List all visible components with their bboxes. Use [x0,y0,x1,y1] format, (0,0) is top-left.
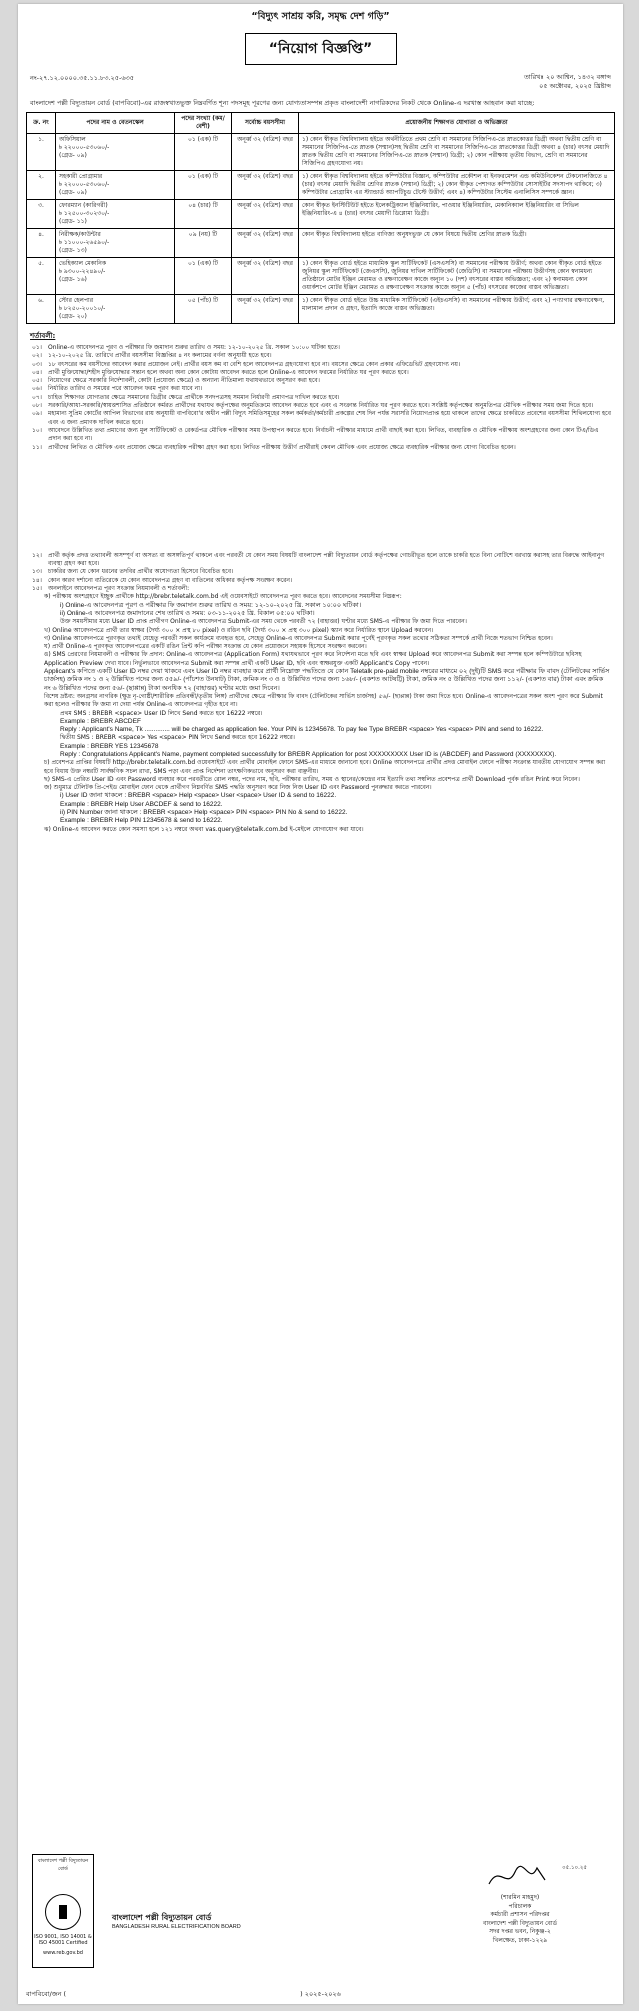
reb-logo-icon [45,1894,81,1930]
term-text: অনলাইনে আবেদনপত্র পূরণ সংক্রান্ত নিয়মাবলী ও শর্তাবলী: [48,585,190,593]
age-limit-cell: অনূর্ধ্ব ৩২ (বত্রিশ) বছর [232,229,299,258]
pay-scale: ৳ ১১০০০-২৬৫৯০/- [59,239,110,246]
logo-caption: বাংলাদেশ পল্লী বিদ্যুতায়ন বোর্ড [37,1858,89,1872]
term-item [32,385,611,393]
term-number: ০২। [32,352,42,360]
term-text: Online-এ আবেদনপত্র পূরণ ও পরীক্ষার ফি জমাদান শুরুর তারিখ ও সময়: ১২-১০-২০২৫ খ্রি. সকাল ১০:০০ ঘটিকা হতে। [48,344,340,351]
grade: (গ্রেড- ০৯) [59,152,87,159]
post-name-cell [56,134,175,171]
term-item [32,360,611,369]
application-rule-line: ii) Online-এ আবেদনপত্র জমাদানের শেষ তারিখ ও সময়: ০৩-১১-২০২৫ খ্রি. বিকাল ০৫:০০ ঘটিকা। [60,609,315,617]
post-name-cell [56,171,175,200]
term-text: মহামান্য সুপ্রিম কোর্টের আপিল বিভাগের রায় অনুযায়ী বাপবিবো'র অধীন পল্লী বিদ্যুৎ সমিতিসমূহের সকল কর্মকর্তা/কর্মচারী প্রকল্পের শেষ দিন পর্যন্ত সরাসরি নিয়োগপ্রাপ্ত হয়ে থাকলে তাদের ক্ষেত্রে চাকরিতে প্রবেশের বয়সসীমা শিথিলযোগ্য হবে এবং এ জন্য প্রমাণক দাখিল করতে হবে। [48,410,611,426]
requirements-cell: ১) কোন স্বীকৃত বিশ্ববিদ্যালয় হইতে অর্থনীতিতে প্রথম শ্রেণি বা সমমানের সিজিপিএ-তে স্নাতকোত্তর ডিগ্রী অথবা দ্বিতীয় শ্রেণি বা সমমানের সিজিপিএ-তে স্নাতক (সম্মান)সহ দ্বিতীয় শ্রেণি বা সমমানের সিজিপিএ-তে স্নাতকোত্তর ডিগ্রী অথবা ৪ (চার) বৎসর মেয়াদি স্নাতক দ্বিতীয় শ্রেণি বা সমমানের সিজিপিএ-তে স্নাতক (সম্মান) ডিগ্রী; ২) কোন পরীক্ষায় তৃতীয় বিভাগ, শ্রেণি বা সমমানের সিজিপিএ গ্রহণযোগ্য নয়। [299,134,615,171]
grade: (গ্রেড- ১৩) [59,247,87,254]
term-number: ১২। [32,551,42,559]
website: www.reb.gov.bd [43,1950,83,1956]
table-header-row [27,113,615,134]
table-row [27,295,615,324]
term-text: প্রার্থী মুক্তিযোদ্ধা/শহীদ মুক্তিযোদ্ধার সন্তান হলে অথবা অন্য কোন কোটায় আবেদন করতে হলে Online-এ আবেদন ফরমের নির্ধারিত ঘর পূরণ করতে হবে। [48,368,409,376]
notice-page [18,4,623,2004]
term-number: ০৩। [32,360,42,368]
application-rule-line: দ্বিতীয় SMS : BREBR <space> Yes <space> PIN লিখে Send করতে হবে 16222 নম্বরে। [60,734,295,742]
serial-cell: ১. [27,134,56,171]
signer-department: কর্মচারী প্রশাসন পরিদপ্তর [490,1911,550,1918]
term-text: নিয়োগের ক্ষেত্রে সরকারি নির্দেশাবলী, কোটা (প্রযোজ্য ক্ষেত্রে) ও অন্যান্য নীতিমালা যথাযথভাবে অনুসরণ করা হবে। [48,377,320,385]
notice-title: “নিয়োগ বিজ্ঞপ্তি” [245,33,397,65]
post-name-cell [56,258,175,295]
term-number: ১০। [32,426,42,434]
grade: (গ্রেড- ১১) [59,218,87,225]
term-item [32,410,611,427]
date-bangla: ২০ আশ্বিন, ১৪৩২ বঙ্গাব্দ [545,73,611,81]
term-number: ১৪। [32,576,42,584]
post-name: সহকারী প্রোগ্রামার [59,173,103,180]
table-row [27,171,615,200]
age-limit-cell: অনূর্ধ্ব ৩২ (বত্রিশ) বছর [232,134,299,171]
application-rule-line: জ) শুধুমাত্র টেলিটক প্রি-পেইড মোবাইল ফোন থেকে প্রার্থীগণ নিম্নবর্ণিত SMS পদ্ধতি অনুসরণ করে নিজ নিজ User ID এবং Password পুনরুদ্ধার করতে পারবেন। [44,784,432,792]
application-rule-line: i) Online-এ আবেদনপত্র পূরণ ও পরীক্ষার ফি জমাদান শুরুর তারিখ ও সময়: ১২-১০-২০২৫ খ্রি. সকাল ১০:০০ ঘটিকা। [60,601,362,609]
post-name: অফিসিয়াল [59,136,86,143]
intro-paragraph: বাংলাদেশ পল্লী বিদ্যুতায়ন বোর্ড (বাপবিবো)-এর রাজস্বখাতভুক্ত নিম্নবর্ণিত শূন্য পদসমূহ পূরণের জন্য যোগ্যতাসম্পন্ন প্রকৃত বাংলাদেশী নাগরিকদের নিকট থেকে Online-এ দরখাস্ত আহবান করা যাচ্ছে: [30,99,535,107]
application-rule-line: খ) Online আবেদনপত্রে প্রার্থী তার স্বাক্ষর (দৈর্ঘ্য ৩০০ × প্রস্থ ৮০ pixel) ও রঙিন ছবি (দৈর্ঘ্য ৩০০ × প্রস্থ ৩০০ pixel) স্ক্যান করে নির্ধারিত স্থানে Upload করবেন। [44,626,434,634]
signature-icon [445,1860,595,1894]
term-item [32,551,611,569]
post-name: ভেহিক্যাল মেকানিক [59,260,107,267]
requirements-cell: ১) কোন স্বীকৃত বোর্ড হইতে উচ্চ মাধ্যমিক সার্টিফিকেট (এইচএসসি) বা সমমানের পরীক্ষায় উত্তীর্ণ; এবং ২) পণ্যাগার রক্ষণাবেক্ষণ, মালামাল প্রদান ও গ্রহণ, ইত্যাদি কাজে বাস্তব অভিজ্ঞতা। [299,295,615,324]
application-rule-line: ii) PIN Number জানা থাকলে : BREBR <space> Help <space> PIN <space> PIN No & send to 16222. [60,809,348,817]
table-header-cell: পদের নাম ও বেতনস্কেল [56,113,175,134]
pay-scale: ৳ ৯৩০০-২২৪৯০/- [59,268,106,275]
post-name-cell [56,200,175,229]
age-limit-cell: অনূর্ধ্ব ৩২ (বত্রিশ) বছর [232,171,299,200]
term-number: ০৯। [32,410,42,418]
application-rule-line: উক্ত সময়সীমার মধ্যে User ID প্রাপ্ত প্রার্থীগণ Online-এ আবেদনপত্র Submit-এর সময় থেকে পরবর্তী ৭২ (বাহাত্তর) ঘণ্টার মধ্যে SMS-এ পরীক্ষার ফি জমা দিতে পারবেন। [60,618,467,626]
term-text: নির্ধারিত তারিখ ও সময়ের পরে আবেদন ফরম পূরণ করা যাবে না। [48,385,203,393]
signer-organization: বাংলাদেশ পল্লী বিদ্যুতায়ন বোর্ড [483,1919,557,1927]
pay-scale: ৳ ২২০০০-৫৩০৬০/- [59,144,110,151]
table-header-cell: সর্বোচ্চ বয়সসীমা [232,113,299,134]
term-text: ১২-১০-২০২৫ খ্রি. তারিখে প্রার্থীর বয়সসীমা বিজ্ঞপ্তির ৪ নং কলামের বর্ণনা অনুযায়ী হতে হবে। [48,352,272,360]
signer-address-2: খিলক্ষেত, ঢাকা-১২২৯ [492,1936,548,1944]
application-rule-line: ক) পরীক্ষায় অংশগ্রহণে ইচ্ছুক প্রার্থীকে http://brebr.teletalk.com.bd এই ওয়েবসাইটে আবেদনপত্র পূরণ করতে হবে। আবেদনের সময়সীমা নিম্নরূপ: [44,593,402,601]
post-name: নিরীক্ষক/কাউন্টার [59,231,101,238]
reb-logo-box [32,1854,94,1968]
post-name: স্টোর হেলপার [59,297,93,304]
reference-code: বাপবিবো/জন ( [26,1990,66,1998]
application-rule-line: বিশেষ দ্রষ্টব্য: অনগ্রসর নাগরিক (ক্ষুদ্র নৃ-গোষ্ঠী/শারীরিক প্রতিবন্ধী/তৃতীয় লিঙ্গ) প্রার্থীদের ক্ষেত্রে পরীক্ষার ফি বাবদ (টেলিটকের সার্ভিস চার্জসহ) ৫৬/- (ছাপ্পান্ন) টাকা জমা দিতে হবে। Online-এ আবেদনপত্রের সকল অংশ পূরণ করে Submit করা হলেও পরীক্ষার ফি জমা না দেয়া পর্যন্ত Online-এ আবেদনপত্র গৃহীত হবে না। [44,692,603,709]
signature-date: ০৫.১০.২৫ [562,1865,587,1871]
post-name-cell [56,229,175,258]
table-header-cell: পদের সংখ্যা (কম/ বেশী) [175,113,232,134]
post-quantity-cell: ০৪ (চার) টি [175,200,232,229]
age-limit-cell: অনূর্ধ্ব ৩২ (বত্রিশ) বছর [232,258,299,295]
iso-certification: ISO 9001, ISO 14001 & ISO 45001 Certified [34,1934,92,1946]
serial-cell: ৫. [27,258,56,295]
grade: (গ্রেড- ১৬) [59,276,87,283]
application-rule-line: Example : BREBR YES 12345678 [60,742,159,750]
term-number: ১৫। [32,585,42,593]
term-item [32,377,611,385]
organization-name-en: BANGLADESH RURAL ELECTRIFICATION BOARD [112,1924,241,1930]
fiscal-year: ) ২০২৫-২০২৬ [300,1990,341,1998]
grade: (গ্রেড- ২০) [59,313,87,320]
table-row [27,134,615,171]
bottom-line [26,1989,615,2000]
term-text: সরকারি/আধা-সরকারি/স্বায়ত্তশাসিত প্রতিষ্ঠানে কর্মরত প্রার্থীদের যথাযথ কর্তৃপক্ষের অনুমতিক্রমে আবেদন করতে হবে এবং এ সংক্রান্ত নির্ধারিত ঘর পূরণ করতে হবে। সংশ্লিষ্ট কর্তৃপক্ষের অনুমতিপত্র মৌখিক পরীক্ষার সময় জমা দিতে হবে। [48,402,594,410]
term-number: ১১। [32,443,42,451]
application-rule-line: প্রথম SMS : BREBR <space> User ID লিখে Send করতে হবে 16222 নম্বরে। [60,709,263,717]
post-name-cell [56,295,175,324]
serial-cell: ৪. [27,229,56,258]
term-number: ০৫। [32,377,42,385]
date-label: তারিখঃ [523,73,544,81]
term-item [32,576,611,585]
requirements-cell: কোন স্বীকৃত বিশ্ববিদ্যালয় হইতে বাণিজ্য অনুষদভুক্ত যে কোন বিষয়ে দ্বিতীয় শ্রেণির স্নাতক ডিগ্রী। [299,229,615,258]
age-limit-cell: অনূর্ধ্ব ৩২ (বত্রিশ) বছর [232,295,299,324]
motto: “বিদ্যুৎ সাশ্রয় করি, সমৃদ্ধ দেশ গড়ি” [251,11,390,22]
application-rule-line: Reply : Congratulations Applicant's Name, payment completed successfully for BREBR Application for post XXXXXXXXX User ID is (ABCDEF) and Password (XXXXXXXX). [60,750,557,758]
application-rule-line: Example : BREBR Help User ABCDEF & send to 16222. [60,800,223,808]
signer-address-1: সদর দপ্তর ভবন, নিকুঞ্জ-২ [489,1928,551,1935]
signature-block [445,1860,595,1945]
online-application-rules [30,593,611,834]
term-text: চাহিত শিক্ষাগত যোগ্যতার ক্ষেত্রে সমমানের ডিগ্রীর ক্ষেত্রে প্রার্থীকে সনদপত্রসহ সমমান নির্ধারণী প্রমাণপত্র দাখিল করতে হবে। [48,393,340,401]
signer-name: (শারমিন মাহমুদ) [500,1894,540,1901]
application-rule-line: ঘ) প্রার্থী Online-এ পূরণকৃত আবেদনপত্রের একটি রঙিন প্রিন্ট কপি পরীক্ষা সংক্রান্ত যে কোন প্রয়োজনে সহায়ক হিসেবে সংরক্ষণ করবেন। [44,643,367,651]
requirements-cell: ১) কোন স্বীকৃত বিশ্ববিদ্যালয় হইতে কম্পিউটার বিজ্ঞান, কম্পিউটার প্রকৌশল বা ইনফরমেশন এন্ড কমিউনিকেশন টেকনোলজিতে ৪ (চার) বৎসর মেয়াদি দ্বিতীয় শ্রেণির স্নাতক (সম্মান) ডিগ্রী; ২) কোন স্বীকৃত পেশাগত কম্পিউটার সোসাইটির সদস্যপদ থাকিবে; ৩) কম্পিউটার প্রোগ্রামিং এর স্ট্যান্ডার্ড অ্যাপটিচুড টেস্টে উত্তীর্ণ; এবং ৪) কম্পিউটার সিস্টেম এনালিসিস সম্পর্কে জ্ঞান। [299,171,615,200]
requirements-cell: কোন স্বীকৃত ইনস্টিটিউট হইতে ইলেকট্রিক্যাল ইঞ্জিনিয়ারিং, পাওয়ার ইঞ্জিনিয়ারিং, মেকানিক্যাল ইঞ্জিনিয়ারিং বা সিভিল ইঞ্জিনিয়ারিং-এ ৪ (চার) বৎসর মেয়াদী ডিপ্লোমা ডিগ্রী। [299,200,615,229]
table-body [27,134,615,324]
application-rule-line: ছ) SMS-এ প্রেরিত User ID এবং Password ব্যবহার করে পরবর্তীতে রোল নম্বর, পদের নাম, ছবি, পরীক্ষার তারিখ, সময় ও স্থানের/কেন্দ্রের নাম ইত্যাদি তথ্য সম্বলিত প্রবেশপত্র প্রার্থী Download পূর্বক রঙিন Print করে নিবেন। [44,775,580,783]
term-number: ১৩। [32,568,42,576]
term-number: ০১। [32,344,42,351]
post-quantity-cell: ০১ (এক) টি [175,258,232,295]
term-number: ০৭। [32,393,42,401]
terms-list-2 [18,552,623,593]
table-row [27,258,615,295]
posts-table [26,112,615,324]
pay-scale: ৳ ২২০০০-৫৩০৬০/- [59,181,110,188]
serial-cell: ৩. [27,200,56,229]
table-header-cell: প্রয়োজনীয় শিক্ষাগত যোগ্যতা ও অভিজ্ঞতা [299,113,615,134]
application-rule-line: Applicant's কপিতে একটি User ID নম্বর দেয়া থাকবে এবং User ID নম্বর ব্যবহার করে প্রার্থী নিম্নোক্ত পদ্ধতিতে যে কোন Teletalk pre-paid mobile নম্বরের মাধ্যমে ০২ (দুই)টি SMS করে পরীক্ষার ফি বাবদ (টেলিটকের সার্ভিস চার্জসহ) ক্রমিক নং ১ ও ২ উল্লিখিত পদের জন্য ৫৫৯/- (পাঁচশত উনষাট) টাকা, ক্রমিক নং ৩ ও ৪ উল্লিখিত পদের জন্য ১৬৮/- (একশত আটষট্টি) টাকা, ক্রমিক নং ৫ উল্লিখিত পদের জন্য ১১২/- (একশত বার) টাকা এবং ক্রমিক নং ৬ উল্লিখিত পদের জন্য ৫৬/- (ছাপ্পান্ন) টাকা অনধিক ৭২ (বাহাত্তর) ঘণ্টার মধ্যে জমা দিবেন। [44,668,610,692]
table-header-cell: ক্র. নং [27,113,56,134]
term-item [32,352,611,360]
application-rule-line: i) User ID জানা থাকলে : BREBR <space> Help <space> User <space> User ID & send to 16222. [60,792,337,800]
table-row [27,200,615,229]
application-rule-line: চ) প্রবেশপত্র প্রাপ্তির বিষয়টি http://brebr.teletalk.com.bd ওয়েবসাইটে এবং প্রার্থীর মোবাইল ফোনে SMS-এর মাধ্যমে জানানো হবে। Online আবেদনপত্রে প্রার্থীর প্রদত্ত মোবাইল ফোনে পরীক্ষা সংক্রান্ত যাবতীয় যোগাযোগ সম্পন্ন করা হবে বিধায় উক্ত নম্বরটি সার্বক্ষণিক সচল রাখা, SMS পড়া এবং প্রাপ্ত নির্দেশনা তাৎক্ষণিকভাবে অনুসরণ করা বাঞ্ছনীয়। [44,759,606,775]
requirements-cell: ১) কোন স্বীকৃত বোর্ড হইতে মাধ্যমিক স্কুল সার্টিফিকেট (এসএসসি) বা সমমানের পরীক্ষায় উত্তীর্ণ; অথবা কোন স্বীকৃত বোর্ড হইতে জুনিয়র স্কুল সার্টিফিকেট (জেএসসি), জুনিয়র দাখিল সার্টিফিকেট (জেডিসি) বা সমমানের পরীক্ষায় উত্তীর্ণসহ কোন স্বনামধন্য প্রতিষ্ঠানে মোটর ইঞ্জিন মেরামত ও রক্ষণাবেক্ষণ কাজে অন্যূন ১০ (দশ) বৎসরের বাস্তব অভিজ্ঞতা; এবং ২) স্বনামধন্য কোন ওয়ার্কশপে মোটর ইঞ্জিন মেরামত ও রক্ষণাবেক্ষণ সংক্রান্ত কাজে অন্যূন ৫ (পাঁচ) বৎসরের কাজের বাস্তব অভিজ্ঞতা। [299,258,615,295]
term-text: কোন কারণ দর্শানো ব্যতিরেকে যে কোন আবেদনপত্র গ্রহণ বা বাতিলের অধিকার কর্তৃপক্ষ সংরক্ষণ করেন। [48,576,293,584]
reference-number: নং-২৭.১২.০০০০.৩৫.১১.৮৩.২৫-৬৩৫ [30,74,135,82]
notice-dates [524,73,611,91]
post-quantity-cell: ০১ (এক) টি [175,134,232,171]
pay-scale: ৳ ১২৫০০-৩০২৩০/- [59,210,110,217]
post-name: ফোরম্যান (কারিগরী) [59,202,108,209]
application-rule-line: Example : BREBR Help PIN 12345678 & send to 16222. [60,817,223,825]
application-rule-line: ঝ) Online-এ আবেদন করতে কোন সমস্যা হলে ১২১ নম্বরে অথবা vas.query@teletalk.com.bd ই-মেইলে যোগাযোগ করা যাবে। [44,825,364,833]
term-text: ১৮ বৎসরের কম বয়সীদের আবেদন করার প্রয়োজন নেই। প্রার্থীর বয়স কম বা বেশি হলে আবেদনপত্র গ্রহণযোগ্য হবে না। বয়সের ক্ষেত্রে কোন প্রকার এফিডেভিট গ্রহণযোগ্য নয়। [48,360,461,368]
table-row [27,229,615,258]
term-text: চাকরির জন্য যে কোন ধরনের তদবির প্রার্থীর অযোগ্যতা হিসেবে বিবেচিত হবে। [48,568,234,576]
term-text: প্রার্থী কর্তৃক প্রদত্ত তথ্যাবলী অসম্পূর্ণ বা অসত্য বা অসঙ্গতিপূর্ণ থাকলে এবং পরবর্তী যে কোন সময় বিষয়টি বাংলাদেশ পল্লী বিদ্যুতায়ন বোর্ড কর্তৃপক্ষের গোচরীভূত হলে তাকে চাকরি হতে বিনা নোটিশে বরখাস্ত করাসহ তার বিরুদ্ধে আইনানুগ ব্যবস্থা গ্রহণ করা হবে। [48,551,605,568]
application-rule-line: Reply : Applicant's Name, Tk .............. will be charged as application fee. Your PIN is 12345678. To pay fee Type BREBR <space> Yes <space> PIN and send to 16222. [60,726,544,734]
application-rule-line: Example : BREBR ABCDEF [60,717,141,725]
serial-cell: ২. [27,171,56,200]
serial-cell: ৬. [27,295,56,324]
pay-scale: ৳ ৮২৫০-২০০১০/- [59,305,106,312]
terms-list [18,344,623,452]
grade: (গ্রেড- ০৯) [59,189,87,196]
post-quantity-cell: ০৫ (পাঁচ) টি [175,295,232,324]
term-item [32,368,611,377]
signer-title: পরিচালক [508,1902,532,1910]
application-rule-line: ঙ) SMS প্রেরণের নিয়মাবলী ও পরীক্ষার ফি প্রদান: Online-এ আবেদনপত্র (Application Form) যথাযথভাবে পূরণ করে নির্দেশনা মতে ছবি এবং স্বাক্ষর Upload করে আবেদনপত্র Submit করা সম্পন্ন হলে কম্পিউটারে ছবিসহ Application Preview দেখা যাবে। নির্ভুলভাবে আবেদনপত্র Submit করা সম্পন্ন প্রার্থী একটি User ID, ছবি এবং স্বাক্ষরযুক্ত একটি Applicant's Copy পাবেন। [44,651,582,667]
term-item [32,443,611,452]
terms-title: শর্তাবলী: [30,332,56,340]
footer [26,1854,615,1994]
application-rule-line: গ) Online আবেদনপত্রে পূরণকৃত তথ্যই যেহেতু পরবর্তী সকল কার্যক্রমে ব্যবহৃত হবে, সেহেতু Online-এ আবেদনপত্র Submit করার পূর্বেই পূরণকৃত সকল তথ্যের সঠিকতা সম্পর্কে প্রার্থী নিজে শতভাগ নিশ্চিত হবেন। [44,634,553,642]
term-item [32,426,611,444]
term-item [32,393,611,402]
age-limit-cell: অনূর্ধ্ব ৩২ (বত্রিশ) বছর [232,200,299,229]
term-number: ০৪। [32,368,42,376]
reference-row [30,73,611,91]
term-text: প্রার্থীদের লিখিত ও মৌখিক এবং প্রযোজ্য ক্ষেত্রে ব্যবহারিক পরীক্ষা গ্রহণ করা হবে। লিখিত পরীক্ষায় উত্তীর্ণ প্রার্থীরাই কেবল মৌখিক এবং প্রযোজ্য ক্ষেত্রে ব্যবহারিক পরীক্ষার জন্য যোগ্য বিবেচিত হবেন। [48,443,516,451]
term-number: ০৮। [32,402,42,410]
term-number: ০৬। [32,385,42,393]
date-gregorian: ০৫ অক্টোবর, ২০২৫ খ্রিষ্টাব্দ [539,82,611,90]
term-item [32,568,611,576]
term-text: আবেদনে উল্লিখিত তথ্য প্রমাণের জন্য মূল সার্টিফিকেট ও রেকর্ডপত্র মৌখিক পরীক্ষার সময় উপস্থাপন করতে হবে। নির্বাচনী পরীক্ষার মাধ্যমে প্রার্থী বাছাই করা হবে। লিখিত, ব্যবহারিক ও মৌখিক পরীক্ষায় অংশগ্রহণের জন্য কোন টিএ/ডিএ প্রদান করা হবে না। [48,426,599,443]
organization-name-bn: বাংলাদেশ পল্লী বিদ্যুতায়ন বোর্ড [112,1913,212,1922]
post-quantity-cell: ০১ (এক) টি [175,171,232,200]
post-quantity-cell: ০৯ (নয়) টি [175,229,232,258]
